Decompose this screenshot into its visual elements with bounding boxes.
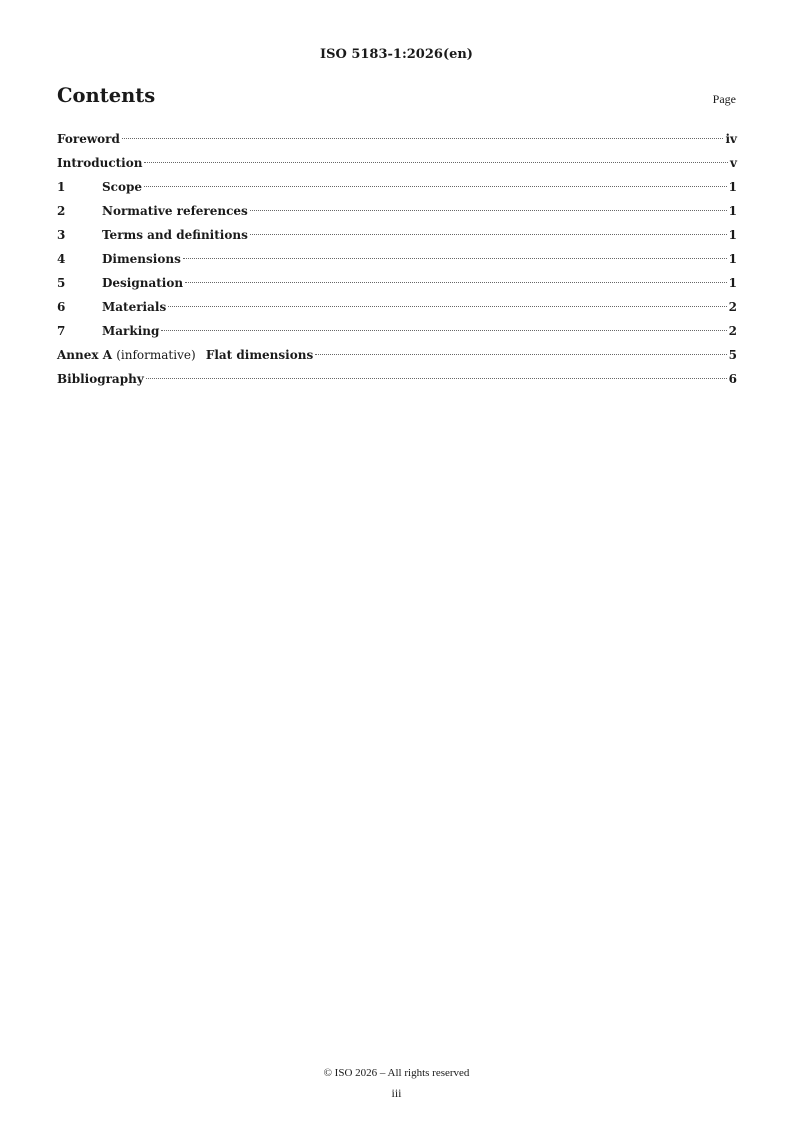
dot-leader <box>122 138 724 139</box>
toc-entry-scope[interactable] <box>57 175 737 199</box>
toc-entry-marking[interactable] <box>57 319 737 343</box>
toc-entry-number: 1 <box>57 180 66 194</box>
toc-entry-title: Terms and definitions <box>102 228 248 242</box>
document-header: ISO 5183-1:2026(en) <box>320 47 473 62</box>
dot-leader <box>168 306 726 307</box>
dot-leader <box>161 330 726 331</box>
dot-leader <box>146 378 727 379</box>
toc-entry-number: 5 <box>57 276 66 290</box>
toc-entry-title <box>57 343 313 367</box>
page-number: iii <box>391 1086 402 1100</box>
copyright-notice: © ISO 2026 – All rights reserved <box>323 1067 470 1079</box>
toc-entry-number: 3 <box>57 228 66 242</box>
toc-entry-bibliography[interactable] <box>57 367 737 391</box>
dot-leader <box>250 210 727 211</box>
toc-entry-number: 7 <box>57 324 66 338</box>
toc-entry-annex-a[interactable] <box>57 343 737 367</box>
toc-entry-dimensions[interactable] <box>57 247 737 271</box>
toc-entry-title: Introduction <box>57 156 143 170</box>
toc-entry-normative-references[interactable] <box>57 199 737 223</box>
toc-entry-page: v <box>730 156 737 170</box>
toc-entry-introduction[interactable] <box>57 151 737 175</box>
toc-entry-page: 6 <box>728 372 737 386</box>
toc-entry-designation[interactable] <box>57 271 737 295</box>
dot-leader <box>185 282 727 283</box>
dot-leader <box>315 354 726 355</box>
toc-entry-materials[interactable] <box>57 295 737 319</box>
toc-entry-title: Designation <box>102 276 184 290</box>
toc-entry-title: Marking <box>102 324 160 338</box>
page-column-label: Page <box>712 92 736 106</box>
toc-entry-title: Materials <box>102 300 167 314</box>
toc-entry-title: Foreword <box>57 132 120 146</box>
annex-heading: Flat dimensions <box>205 348 314 362</box>
toc-entry-page: 2 <box>728 324 737 338</box>
toc-entry-number: 2 <box>57 204 66 218</box>
toc-entry-terms-and-definitions[interactable] <box>57 223 737 247</box>
toc-entry-title: Bibliography <box>57 372 144 386</box>
toc-entry-page: 1 <box>728 204 737 218</box>
toc-entry-page: 1 <box>728 252 737 266</box>
dot-leader <box>144 186 727 187</box>
table-of-contents <box>57 127 737 391</box>
toc-entry-number: 6 <box>57 300 66 314</box>
toc-entry-page: 1 <box>728 180 737 194</box>
toc-entry-title: Scope <box>102 180 143 194</box>
toc-entry-foreword[interactable] <box>57 127 737 151</box>
dot-leader <box>250 234 727 235</box>
toc-entry-page: 1 <box>728 228 737 242</box>
dot-leader <box>144 162 728 163</box>
dot-leader <box>183 258 727 259</box>
toc-entry-page: 5 <box>728 348 737 362</box>
toc-entry-title: Dimensions <box>102 252 181 266</box>
toc-entry-title: Normative references <box>102 204 248 218</box>
toc-entry-page: iv <box>725 132 737 146</box>
toc-entry-number: 4 <box>57 252 66 266</box>
toc-entry-page: 2 <box>728 300 737 314</box>
toc-entry-page: 1 <box>728 276 737 290</box>
contents-title: Contents <box>57 84 156 107</box>
annex-label: Annex A <box>57 348 113 362</box>
annex-note: (informative) <box>116 348 196 362</box>
